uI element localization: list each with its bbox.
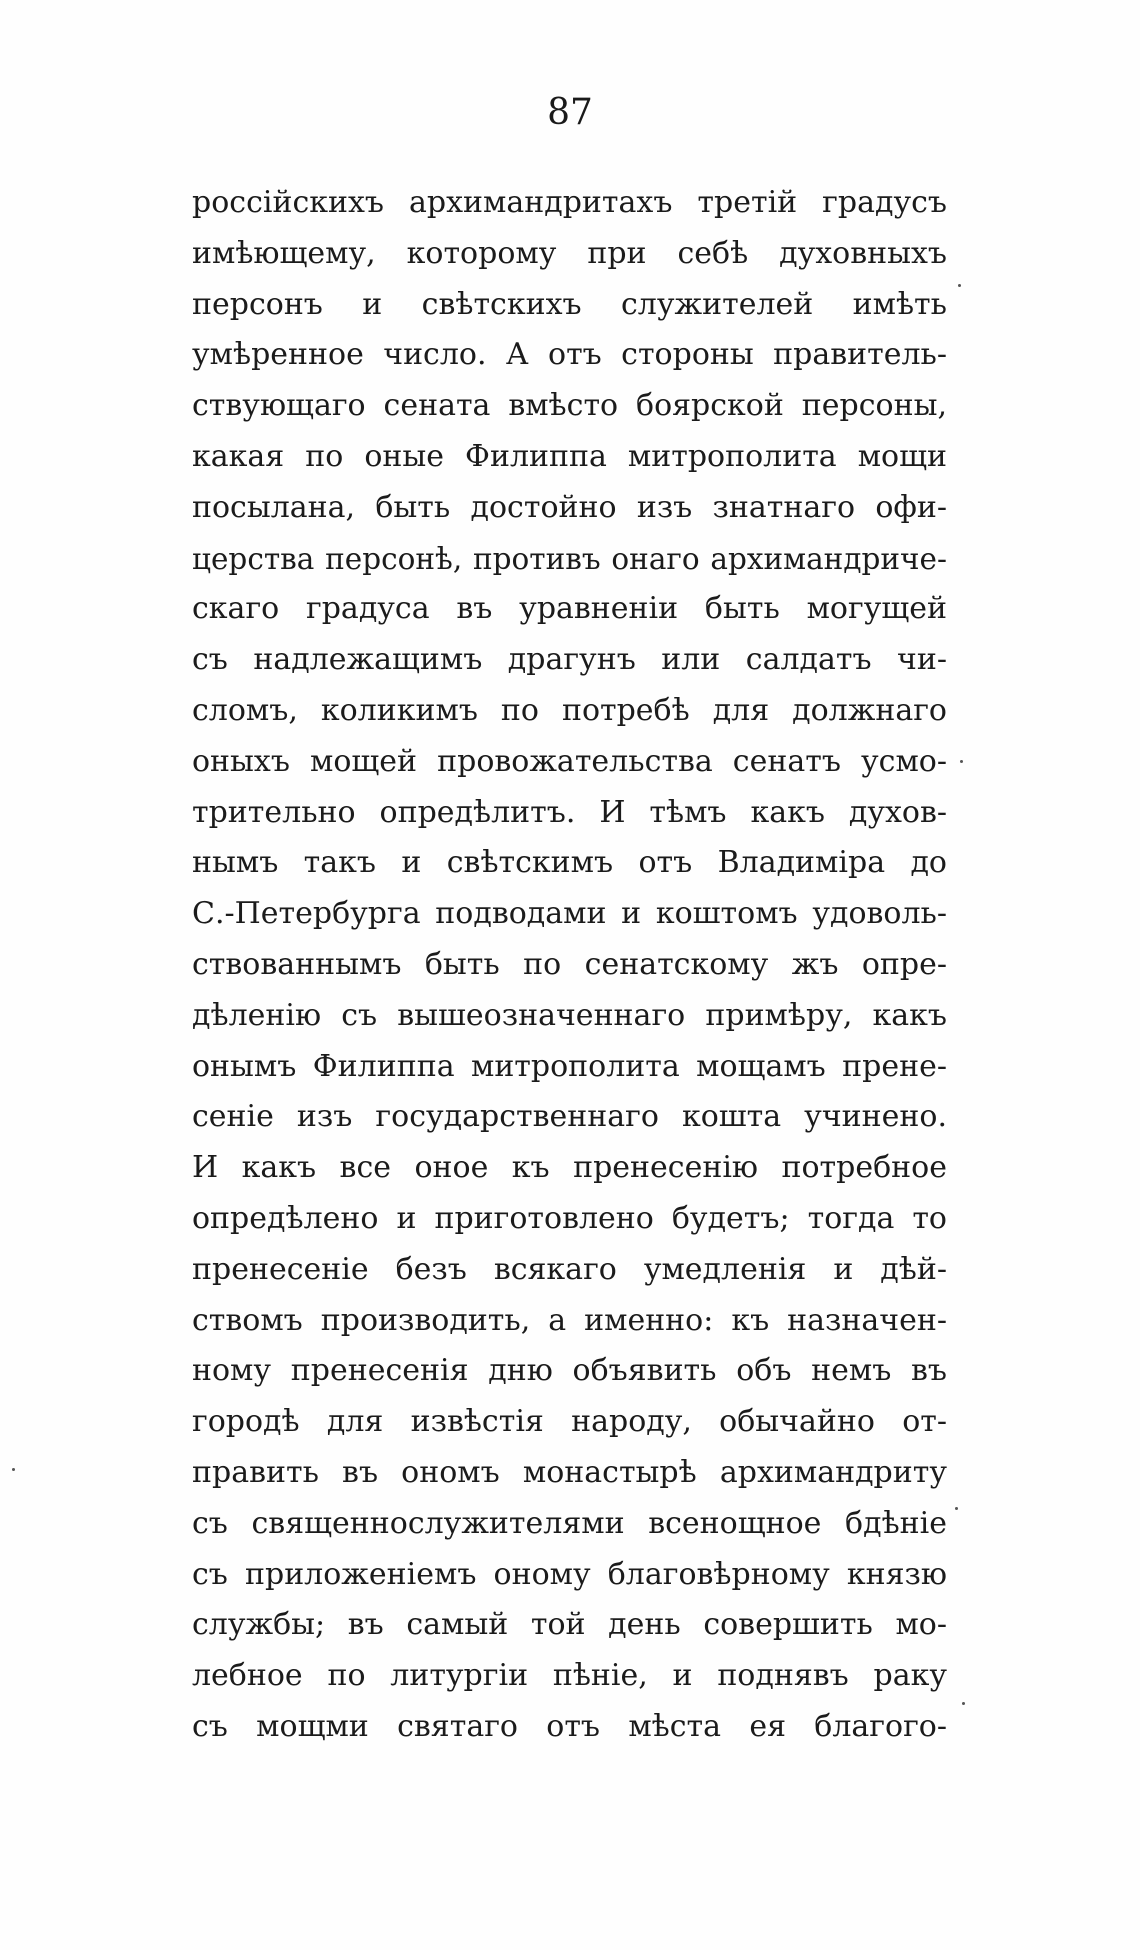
text-line-21: опредѣлено и приготовлено будетъ; тогда то: [192, 1200, 947, 1236]
text-line-26: править въ ономъ монастырѣ архимандриту: [192, 1454, 947, 1490]
text-line-7: посылана, быть достойно изъ знатнаго офи-: [192, 489, 947, 525]
body-text: [192, 178, 947, 1753]
margin-speck: [955, 1507, 958, 1510]
text-line-27: съ священнослужителями всенощное бдѣніе: [192, 1505, 947, 1541]
text-line-14: нымъ такъ и свѣтскимъ отъ Владиміра до: [192, 845, 947, 881]
margin-speck: [12, 1468, 15, 1471]
text-line-23: ствомъ производить, а именно: къ назначен-: [192, 1302, 947, 1338]
text-line-16: ствованнымъ быть по сенатскому жъ опре-: [192, 946, 947, 982]
margin-speck: [958, 284, 961, 287]
text-line-6: какая по оные Филиппа митрополита мощи: [192, 438, 947, 474]
text-line-2: имѣющему, которому при себѣ духовныхъ: [192, 235, 947, 271]
text-line-28: съ приложеніемъ оному благовѣрному князю: [192, 1556, 947, 1592]
text-line-5: ствующаго сената вмѣсто боярской персоны,: [192, 388, 947, 424]
text-line-17: дѣленію съ вышеозначеннаго примѣру, какъ: [192, 997, 947, 1033]
text-line-10: съ надлежащимъ драгунъ или салдатъ чи-: [192, 642, 947, 678]
text-line-8: церства персонѣ, противъ онаго архимандриче-: [192, 541, 947, 576]
text-line-9: скаго градуса въ уравненіи быть могущей: [192, 591, 947, 627]
text-line-12: оныхъ мощей провожательства сенатъ усмо-: [192, 743, 947, 779]
text-line-22: пренесеніе безъ всякаго умедленія и дѣй-: [192, 1251, 947, 1287]
text-line-15: С.-Петербурга подводами и коштомъ удоволь-: [192, 896, 947, 932]
text-line-30: лебное по литургіи пѣніе, и поднявъ раку: [192, 1658, 947, 1694]
text-line-1: россійскихъ архимандритахъ третій градусъ: [192, 185, 947, 220]
text-line-18: онымъ Филиппа митрополита мощамъ прене-: [192, 1048, 947, 1084]
text-line-13: трительно опредѣлитъ. И тѣмъ какъ духов-: [192, 794, 947, 830]
text-line-31: съ мощми святаго отъ мѣста ея благого-: [192, 1708, 947, 1744]
text-line-29: службы; въ самый той день совершить мо-: [192, 1607, 947, 1643]
text-line-20: И какъ все оное къ пренесенію потребное: [192, 1150, 947, 1186]
text-line-4: умѣренное число. А отъ стороны правитель-: [192, 337, 947, 373]
text-line-24: ному пренесенія дню объявить объ немъ въ: [192, 1353, 947, 1389]
margin-speck: [962, 1702, 965, 1705]
text-line-25: городѣ для извѣстія народу, обычайно от-: [192, 1404, 947, 1440]
margin-speck: [960, 760, 963, 763]
text-line-19: сеніе изъ государственнаго кошта учинено.: [192, 1099, 947, 1135]
text-line-3: персонъ и свѣтскихъ служителей имѣть: [192, 286, 947, 322]
page-number: 87: [547, 92, 593, 133]
text-line-11: сломъ, коликимъ по потребѣ для должнаго: [192, 692, 947, 728]
